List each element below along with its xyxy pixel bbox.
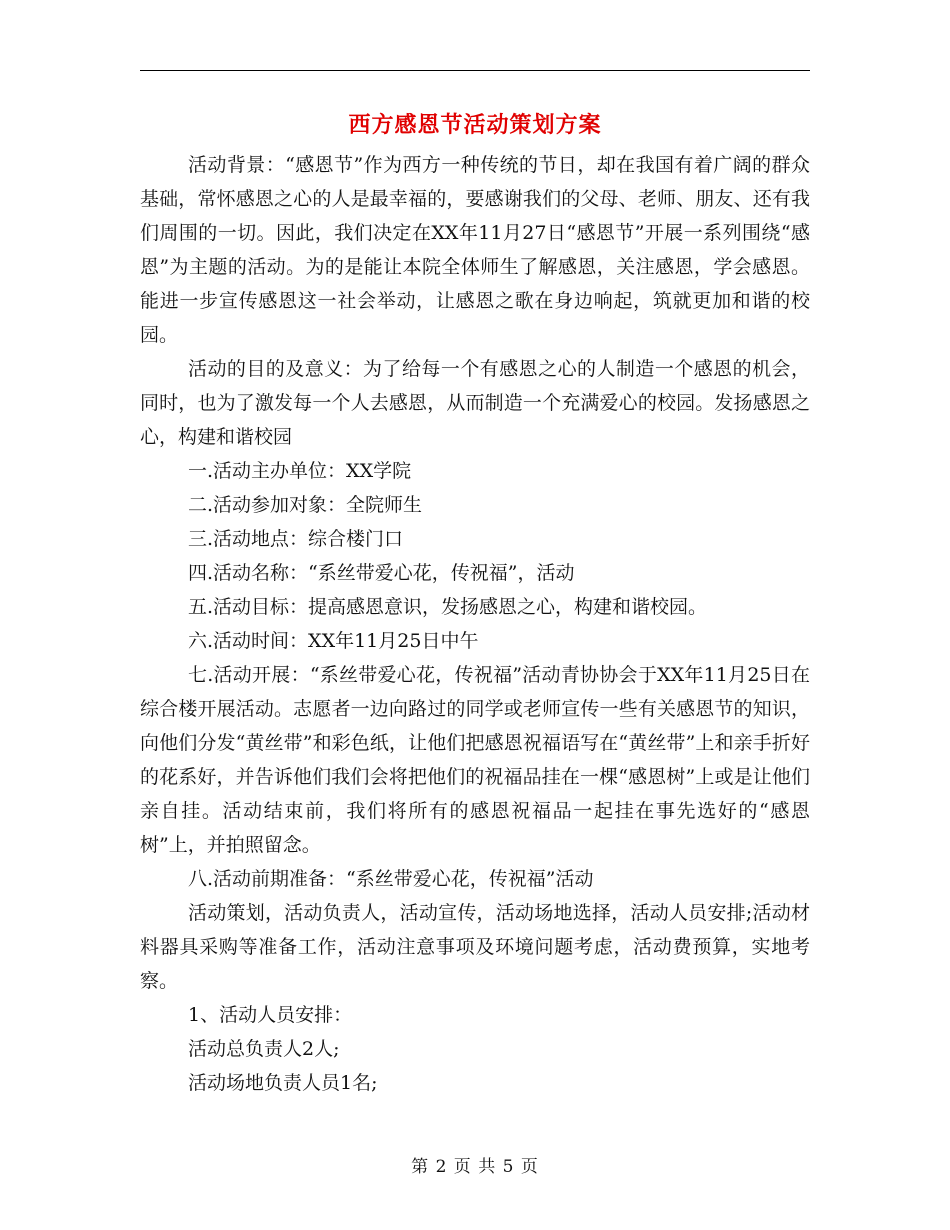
paragraph-background: 活动背景：“感恩节”作为西方一种传统的节日，却在我国有着广阔的群众基础，常怀感恩之心的人是最幸福的，要感谢我们的父母、老师、朋友、还有我们周围的一切。因此，我们决定在XX年11月27日“感恩节”开展一系列围绕“感恩”为主题的活动。为的是能让本院全体师生了解感恩，关注感恩，学会感恩。能进一步宣传感恩这一社会举动，让感恩之歌在身边响起，筑就更加和谐的校园。	[140, 154, 810, 346]
paragraph-name: 四.活动名称：“系丝带爱心花，传祝福”，活动	[188, 562, 575, 584]
document-body	[140, 148, 810, 1100]
paragraph-lead: 活动总负责人2人;	[188, 1038, 340, 1060]
paragraph-organizer: 一.活动主办单位：XX学院	[188, 460, 412, 482]
paragraph-location: 三.活动地点：综合楼门口	[188, 528, 404, 550]
paragraph-preparation-detail: 活动策划，活动负责人，活动宣传，活动场地选择，活动人员安排;活动材料器具采购等准备工作，活动注意事项及环境问题考虑，活动费预算，实地考察。	[140, 902, 810, 992]
paragraph-goal: 五.活动目标：提高感恩意识，发扬感恩之心，构建和谐校园。	[188, 596, 708, 618]
paragraph-purpose: 活动的目的及意义：为了给每一个有感恩之心的人制造一个感恩的机会，同时，也为了激发每一个人去感恩，从而制造一个充满爱心的校园。发扬感恩之心，构建和谐校园	[140, 358, 810, 448]
paragraph-time: 六.活动时间：XX年11月25日中午	[188, 630, 479, 652]
paragraph-execution: 七.活动开展：“系丝带爱心花，传祝福”活动青协协会于XX年11月25日在综合楼开展活动。志愿者一边向路过的同学或老师宣传一些有关感恩节的知识，向他们分发“黄丝带”和彩色纸，让他们把感恩祝福语写在“黄丝带”上和亲手折好的花系好，并告诉他们我们会将把他们的祝福品挂在一棵“感恩树”上或是让他们亲自挂。活动结束前，我们将所有的感恩祝福品一起挂在事先选好的“感恩树”上，并拍照留念。	[140, 664, 810, 856]
paragraph-staffing: 1、活动人员安排：	[188, 1004, 353, 1026]
document-title: 西方感恩节活动策划方案	[348, 112, 602, 138]
paragraph-preparation: 八.活动前期准备：“系丝带爱心花，传祝福”活动	[188, 868, 594, 890]
page-footer: 第 2 页 共 5 页	[411, 1157, 539, 1177]
header-rule	[140, 70, 810, 71]
paragraph-venue-staff: 活动场地负责人员1名;	[188, 1072, 378, 1094]
paragraph-participants: 二.活动参加对象：全院师生	[188, 494, 423, 516]
